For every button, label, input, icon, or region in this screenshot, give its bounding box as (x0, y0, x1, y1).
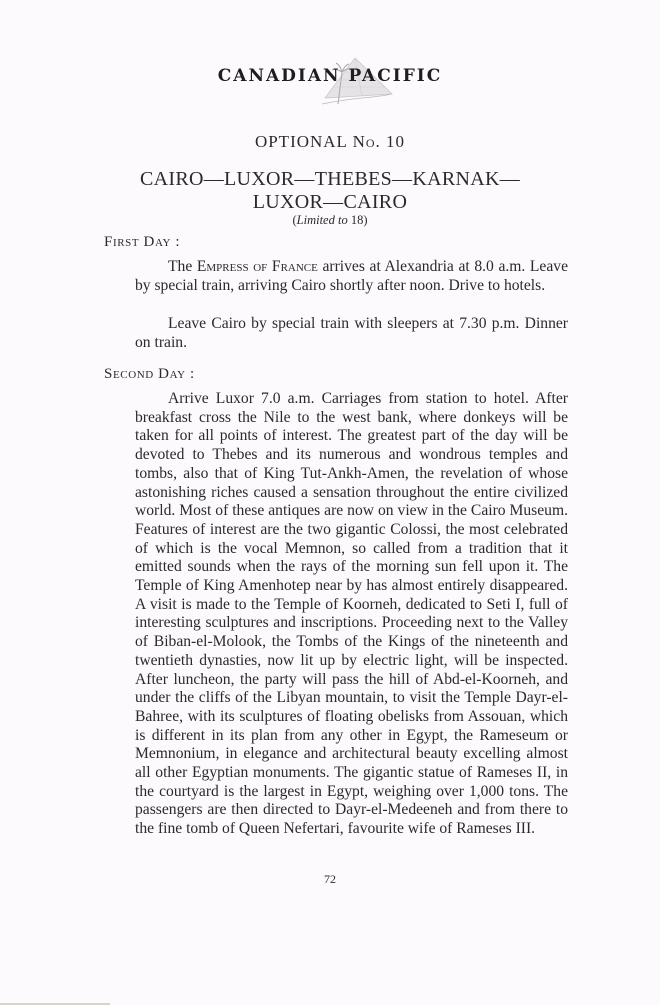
limited-note (0, 213, 660, 228)
first-day-paragraph-1 (135, 258, 568, 295)
route-line-1: CAIRO—LUXOR—THEBES—KARNAK— (139, 168, 521, 190)
second-day-heading: Second Day : (104, 366, 195, 382)
page-number: 72 (324, 872, 336, 886)
limited-number: 18 (347, 213, 364, 227)
first-day-paragraph-2: Leave Cairo by special train with sleepers at 7.30 p.m. Dinner on train. (135, 315, 568, 351)
limited-text: Limited to (296, 213, 348, 227)
optional-heading (0, 132, 660, 152)
route-line-2: LUXOR—CAIRO (252, 191, 408, 213)
page-header (0, 42, 660, 112)
first-day-heading: First Day : (104, 234, 181, 250)
first-day-text-after: arrives at Alexandria at 8.0 a.m. Leave by special train, arriving Cairo shortly after noon. Drive to hotels. (135, 258, 568, 294)
ship-name: Empress of France (196, 258, 318, 275)
limited-close: ) (363, 213, 368, 227)
limited-open: ( (292, 213, 297, 227)
first-day-text-before: The (168, 258, 197, 275)
optional-number: No. 10 (352, 132, 406, 151)
optional-label: OPTIONAL (254, 132, 348, 151)
second-day-paragraph: Arrive Luxor 7.0 a.m. Carriages from station to hotel. After breakfast cross the Nile to the west bank, where donkeys will be taken for all points of interest. The greatest part of the day will be devoted to Thebes and its numerous and wondrous temples and tombs, also that of King Tut-Ankh-Amen, the revelation of whose astonishing riches caused a sensation throughout the entire civilized world. Most of these antiques are now on view in the Cairo Museum. Features of interest are the two gigantic Colossi, the most celebrated of which is the vocal Memnon, so called from a tradition that it emitted sounds when the rays of the morning sun fell upon it. The Temple of King Amenhotep near by has almost entirely disappeared. A visit is made to the Temple of Koorneh, dedicated to Seti I, full of interesting sculptures and inscriptions. Proceeding next to the Valley of Biban-el-Molook, the Tombs of the Kings of the nineteenth and twentieth dynasties, now lit up by electric light, will be inspected. After luncheon, the party will pass the hill of Abd-el-Koorneh, and under the cliffs of the Libyan mountain, to visit the Temple Dayr-el-Bahree, with its sculptures of floating obelisks from Assouan, which is different in its plan from any other in Egypt, the Rameseum or Memnonium, in elegance and architectural beauty excelling almost all other Egyptian monuments. The gigantic statue of Rameses II, in the courtyard is the largest in Egypt, weighing over 1,000 tons. The passengers are then directed to Dayr-el-Medeeneh and from there to the fine tomb of Queen Nefertari, favourite wife of Rameses III. (135, 390, 568, 838)
route-title (0, 168, 660, 214)
brand-title: CANADIAN PACIFIC (217, 66, 443, 86)
